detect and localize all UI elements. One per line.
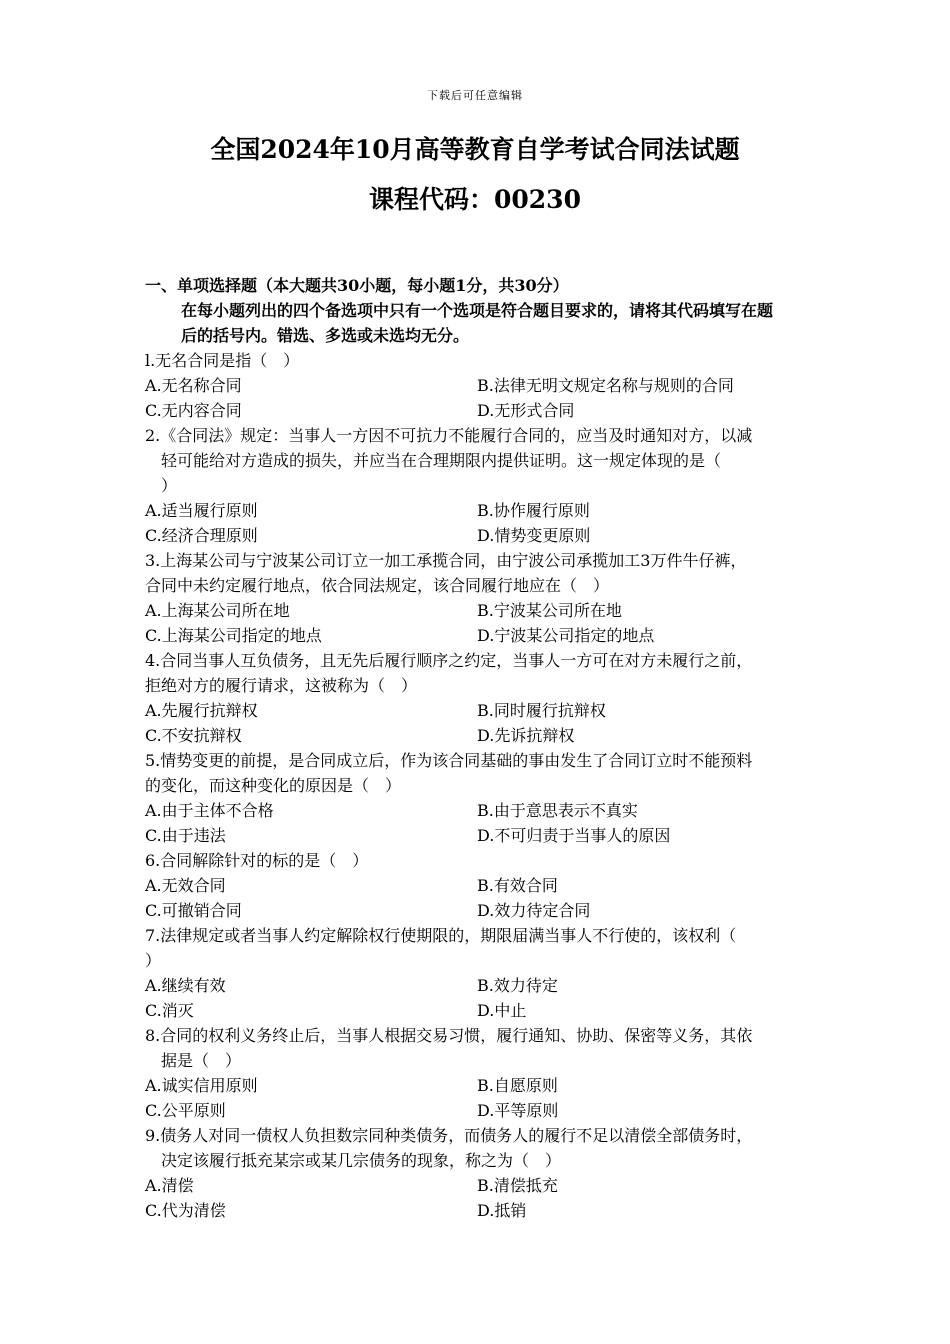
option-c: C.可撤销合同 [145, 901, 242, 920]
option-row [145, 1073, 810, 1098]
option-a: A.清偿 [145, 1176, 194, 1195]
question-text: 2.《合同法》规定：当事人一方因不可抗力不能履行合同的，应当及时通知对方，以减 [145, 426, 753, 445]
question [145, 348, 810, 423]
option-c: C.公平原则 [145, 1101, 226, 1120]
option-row [145, 373, 810, 398]
question-text: 的变化，而这种变化的原因是（ ） [145, 776, 402, 795]
section-heading: 一、单项选择题（本大题共30小题，每小题1分，共30分） [145, 276, 569, 295]
header-note: 下载后可任意编辑 [427, 89, 523, 102]
option-a: A.诚实信用原则 [145, 1076, 258, 1095]
question [145, 648, 810, 748]
option-d: D.抵销 [477, 1201, 527, 1220]
option-d: D.宁波某公司指定的地点 [477, 626, 655, 645]
option-row [145, 1198, 810, 1223]
option-a: A.适当履行原则 [145, 501, 258, 520]
option-d: D.中止 [477, 1001, 527, 1020]
option-row [145, 898, 810, 923]
option-c: C.由于违法 [145, 826, 226, 845]
option-row [145, 623, 810, 648]
option-c: C.经济合理原则 [145, 526, 258, 545]
option-c: C.上海某公司指定的地点 [145, 626, 322, 645]
page-title: 全国2024年10月高等教育自学考试合同法试题 [210, 135, 740, 164]
question [145, 423, 810, 548]
question-text: ） [161, 476, 178, 495]
question [145, 548, 810, 648]
option-row [145, 523, 810, 548]
question-text: 5.情势变更的前提，是合同成立后，作为该合同基础的事由发生了合同订立时不能预料 [145, 751, 753, 770]
option-row [145, 398, 810, 423]
question [145, 748, 810, 848]
question-text: 决定该履行抵充某宗或某几宗债务的现象，称之为（ ） [161, 1151, 562, 1170]
option-b: B.由于意思表示不真实 [477, 801, 638, 820]
option-b: B.有效合同 [477, 876, 558, 895]
question-text: 拒绝对方的履行请求，这被称为（ ） [145, 676, 418, 695]
option-row [145, 1098, 810, 1123]
option-row [145, 498, 810, 523]
question [145, 1123, 810, 1223]
option-b: B.协作履行原则 [477, 501, 590, 520]
section-instruction: 后的括号内。错选、多选或未选均无分。 [181, 326, 470, 345]
option-a: A.先履行抗辩权 [145, 701, 258, 720]
option-row [145, 1173, 810, 1198]
option-row [145, 973, 810, 998]
question-text: 8.合同的权利义务终止后，当事人根据交易习惯，履行通知、协助、保密等义务，其依 [145, 1026, 753, 1045]
option-d: D.平等原则 [477, 1101, 559, 1120]
question-text: ） [145, 951, 162, 970]
question-text: 据是（ ） [161, 1051, 242, 1070]
question-text: 合同中未约定履行地点，依合同法规定，该合同履行地应在（ ） [145, 576, 610, 595]
question-text: 3.上海某公司与宁波某公司订立一加工承揽合同，由宁波公司承揽加工3万件牛仔裤， [145, 551, 747, 570]
option-b: B.法律无明文规定名称与规则的合同 [477, 376, 734, 395]
question-text: 7.法律规定或者当事人约定解除权行使期限的，期限届满当事人不行使的，该权利（ [145, 926, 737, 945]
option-d: D.情势变更原则 [477, 526, 591, 545]
question-text: 6.合同解除针对的标的是（ ） [145, 851, 369, 870]
exam-content [145, 273, 810, 1223]
option-row [145, 873, 810, 898]
question-text: 9.债务人对同一债权人负担数宗同种类债务，而债务人的履行不足以清偿全部债务时， [145, 1126, 753, 1145]
option-a: A.无名称合同 [145, 376, 242, 395]
option-row [145, 798, 810, 823]
option-d: D.先诉抗辩权 [477, 726, 575, 745]
question-text: l.无名合同是指（ ） [145, 351, 300, 370]
option-d: D.不可归责于当事人的原因 [477, 826, 671, 845]
option-b: B.清偿抵充 [477, 1176, 558, 1195]
option-row [145, 998, 810, 1023]
option-b: B.效力待定 [477, 976, 558, 995]
option-a: A.由于主体不合格 [145, 801, 274, 820]
course-code: 课程代码：00230 [369, 185, 581, 214]
option-row [145, 723, 810, 748]
section-instruction: 在每小题列出的四个备选项中只有一个选项是符合题目要求的，请将其代码填写在题 [181, 301, 774, 320]
option-d: D.无形式合同 [477, 401, 575, 420]
option-row [145, 598, 810, 623]
option-row [145, 698, 810, 723]
option-c: C.消灭 [145, 1001, 194, 1020]
question [145, 1023, 810, 1123]
option-row [145, 823, 810, 848]
option-b: B.同时履行抗辩权 [477, 701, 606, 720]
option-a: A.继续有效 [145, 976, 226, 995]
option-d: D.效力待定合同 [477, 901, 591, 920]
question [145, 848, 810, 923]
option-c: C.代为清偿 [145, 1201, 226, 1220]
option-a: A.无效合同 [145, 876, 226, 895]
option-a: A.上海某公司所在地 [145, 601, 290, 620]
question [145, 923, 810, 1023]
option-b: B.宁波某公司所在地 [477, 601, 622, 620]
question-text: 轻可能给对方造成的损失，并应当在合理期限内提供证明。这一规定体现的是（ [161, 451, 722, 470]
question-text: 4.合同当事人互负债务，且无先后履行顺序之约定，当事人一方可在对方未履行之前， [145, 651, 753, 670]
option-c: C.无内容合同 [145, 401, 242, 420]
option-c: C.不安抗辩权 [145, 726, 242, 745]
option-b: B.自愿原则 [477, 1076, 558, 1095]
